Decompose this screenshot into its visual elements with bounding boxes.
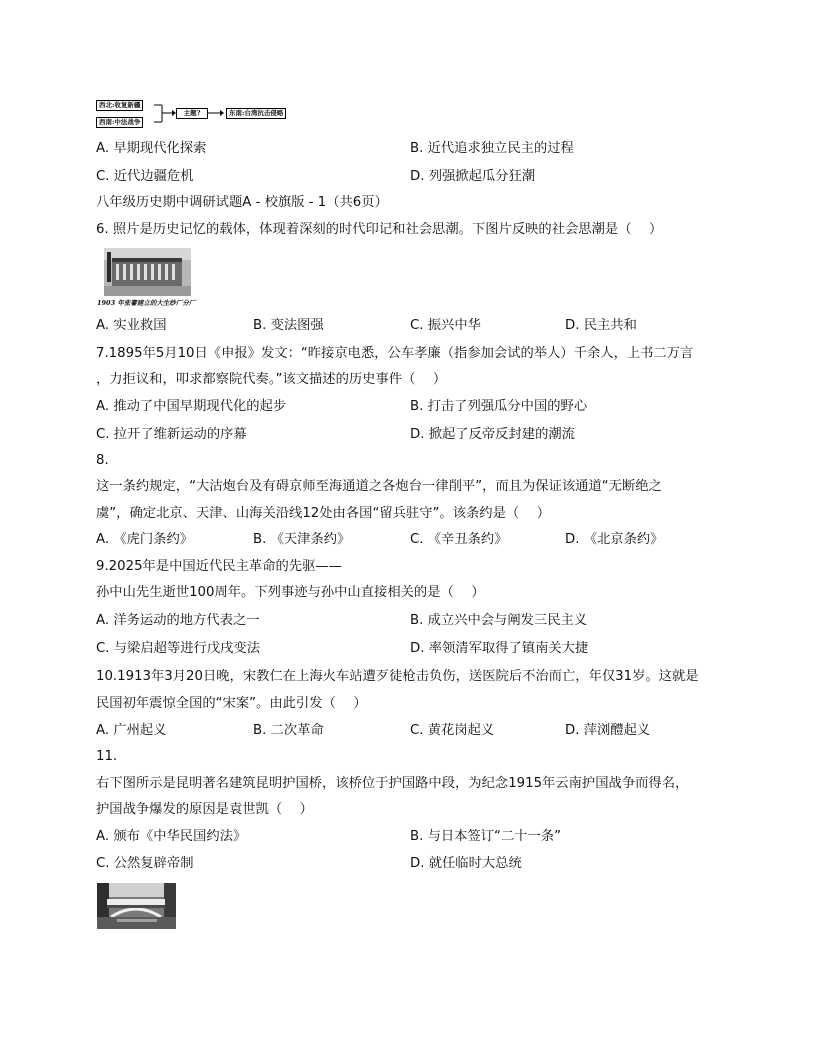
q6-option-d: D. 民主共和 bbox=[565, 318, 637, 333]
q9-option-c: C. 与梁启超等进行戊戌变法 bbox=[96, 641, 261, 656]
q9-option-b: B. 成立兴中会与阐发三民主义 bbox=[410, 613, 588, 628]
q6-stem: 6. 照片是历史记忆的载体，体现着深刻的时代印记和社会思潮。下图片反映的社会思潮是（ ） bbox=[96, 222, 663, 237]
q9-stem-line1: 9.2025年是中国近代民主革命的先驱—— bbox=[96, 559, 342, 574]
q11-option-d: D. 就任临时大总统 bbox=[410, 856, 522, 871]
factory-image bbox=[104, 248, 191, 296]
q7-stem-line2: ，力拒议和，叩求都察院代奏。”该文描述的历史事件（ ） bbox=[96, 372, 447, 387]
q11-option-b: B. 与日本签订“二十一条” bbox=[410, 829, 562, 844]
q7-option-b: B. 打击了列强瓜分中国的野心 bbox=[410, 399, 588, 414]
q9-option-d: D. 率领清军取得了镇南关大捷 bbox=[410, 641, 589, 656]
q10-option-b: B. 二次革命 bbox=[253, 723, 324, 738]
q11-number: 11. bbox=[96, 749, 118, 764]
bridge-image bbox=[97, 883, 176, 929]
diagram-box-southwest: 西南:中法战争 bbox=[96, 117, 143, 128]
q10-stem-line1: 10.1913年3月20日晚，宋教仁在上海火车站遭歹徒枪击负伤，送医院后不治而亡，年仅31岁。这就是 bbox=[96, 669, 699, 684]
q5-option-a: A. 早期现代化探索 bbox=[96, 141, 207, 156]
q11-stem-line1: 右下图所示是昆明著名建筑昆明护国桥，该桥位于护国路中段，为纪念1915年云南护国战争而得名， bbox=[96, 776, 689, 791]
q10-option-a: A. 广州起义 bbox=[96, 723, 167, 738]
q6-option-b: B. 变法图强 bbox=[253, 318, 324, 333]
q6-photo-caption: 1903 年张謇建立的大生纱厂分厂 bbox=[97, 299, 196, 307]
q8-stem-line2: 虞”，确定北京、天津、山海关沿线12处由各国“留兵驻守”。该条约是（ ） bbox=[96, 506, 551, 521]
q8-stem-line1: 这一条约规定，“大沽炮台及有碍京师至海通道之各炮台一律削平”，而且为保证该通道“无断绝之 bbox=[96, 479, 662, 494]
q11-option-c: C. 公然复辟帝制 bbox=[96, 856, 194, 871]
q9-option-a: A. 洋务运动的地方代表之一 bbox=[96, 613, 260, 628]
q6-factory-photo bbox=[104, 248, 191, 296]
q11-bridge-photo bbox=[97, 883, 176, 929]
q8-option-c: C. 《辛丑条约》 bbox=[410, 532, 508, 547]
q7-option-c: C. 拉开了维新运动的序幕 bbox=[96, 427, 247, 442]
q5-option-d: D. 列强掀起瓜分狂潮 bbox=[410, 169, 536, 184]
diagram-box-center: 主题? bbox=[176, 108, 208, 119]
q11-stem-line2: 护国战争爆发的原因是袁世凯（ ） bbox=[96, 802, 313, 817]
q8-option-d: D. 《北京条约》 bbox=[565, 532, 664, 547]
q8-number: 8. bbox=[96, 453, 109, 468]
q8-option-a: A. 《虎门条约》 bbox=[96, 532, 194, 547]
q9-stem-line2: 孙中山先生逝世100周年。下列事迹与孙中山直接相关的是（ ） bbox=[96, 585, 485, 600]
q7-option-a: A. 推动了中国早期现代化的起步 bbox=[96, 399, 287, 414]
q5-diagram bbox=[96, 98, 302, 130]
q7-option-d: D. 掀起了反帝反封建的潮流 bbox=[410, 427, 575, 442]
q10-stem-line2: 民国初年震惊全国的“宋案”。由此引发（ ） bbox=[96, 696, 367, 711]
q7-stem-line1: 7.1895年5月10日《申报》发文：“昨接京电悉，公车孝廉（指参加会试的举人）千余人，上书二万言 bbox=[96, 346, 694, 361]
q10-option-d: D. 萍浏醴起义 bbox=[565, 723, 651, 738]
q5-option-c: C. 近代边疆危机 bbox=[96, 169, 194, 184]
page-footer: 八年级历史期中调研试题A - 校旗版 - 1（共6页） bbox=[96, 195, 388, 210]
q11-option-a: A. 颁布《中华民国约法》 bbox=[96, 829, 247, 844]
q10-option-c: C. 黄花岗起义 bbox=[410, 723, 495, 738]
q6-option-c: C. 振兴中华 bbox=[410, 318, 481, 333]
q6-option-a: A. 实业救国 bbox=[96, 318, 167, 333]
q8-option-b: B. 《天津条约》 bbox=[253, 532, 351, 547]
q5-option-b: B. 近代追求独立民主的过程 bbox=[410, 141, 574, 156]
diagram-box-southeast: 东南:台湾抗击侵略 bbox=[226, 108, 286, 119]
diagram-box-northwest: 西北:收复新疆 bbox=[96, 100, 143, 111]
